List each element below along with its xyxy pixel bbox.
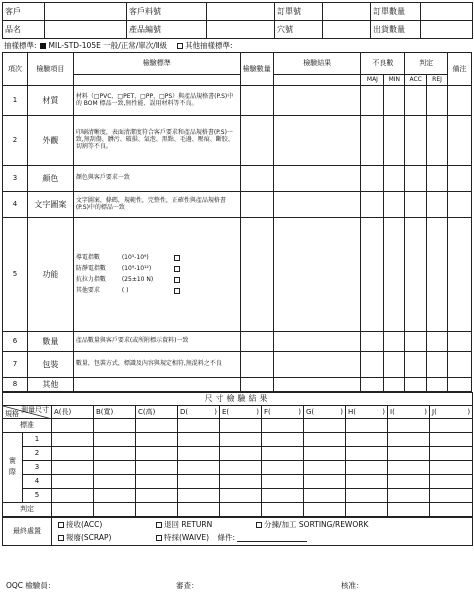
sorting-label: 分揀/加工 SORTING/REWORK [264, 519, 369, 529]
order-no-field[interactable] [323, 3, 371, 21]
min-cell[interactable] [384, 352, 405, 378]
dim-cell[interactable] [262, 475, 304, 489]
row-item: 包裝 [28, 352, 74, 378]
row-std: 數量，包裝方式，標識及內容與規定相符,無混料之不良 [73, 352, 240, 378]
acc-cell[interactable] [405, 218, 427, 332]
dim-cell[interactable] [52, 475, 94, 489]
sample-no: 3 [23, 461, 52, 475]
row-item: 顏色 [28, 166, 74, 192]
rej-cell[interactable] [427, 218, 448, 332]
rej-cell[interactable] [427, 116, 448, 166]
function-value: ( ) [121, 286, 129, 294]
dim-cell[interactable] [304, 419, 346, 433]
col-inspect-result: 檢驗結果 [273, 53, 361, 75]
dim-cell[interactable] [430, 489, 473, 503]
dim-cell[interactable] [52, 489, 94, 503]
function-label: 其他要求 [75, 286, 100, 294]
dim-cell[interactable] [262, 433, 304, 447]
order-qty-field[interactable] [421, 3, 473, 21]
dim-cell[interactable] [52, 447, 94, 461]
row-item: 其他 [28, 378, 74, 392]
col-defect-qty: 不良數 [361, 53, 405, 75]
row-item: 外觀 [28, 116, 74, 166]
col-inspect-qty: 檢驗數量 [240, 53, 273, 86]
dim-cell[interactable] [220, 419, 262, 433]
min-cell[interactable] [384, 166, 405, 192]
remark-cell[interactable] [447, 352, 471, 378]
dim-cell[interactable] [346, 447, 388, 461]
maj-cell[interactable] [361, 218, 384, 332]
condition-field[interactable] [237, 534, 307, 542]
dim-cell[interactable] [388, 447, 430, 461]
function-label: 導電指數 [75, 253, 100, 261]
final-label: 最終處置 [3, 518, 52, 546]
dim-cell[interactable] [430, 419, 473, 433]
dim-cell[interactable] [52, 461, 94, 475]
row-item: 功能 [28, 218, 74, 332]
maj-cell[interactable] [361, 86, 384, 116]
table-row [3, 86, 472, 116]
row-std: 顏色與客戶要求一致 [73, 166, 240, 192]
cavity-no-field[interactable] [323, 21, 371, 39]
maj-cell[interactable] [361, 332, 384, 352]
dim-col-e: E( ) [220, 406, 262, 419]
remark-cell[interactable] [447, 192, 471, 218]
inspector-label: OQC 檢驗員： [6, 581, 56, 590]
function-line [76, 275, 238, 286]
condition-label: 條件: [217, 532, 235, 542]
standard-label: 標准 [3, 419, 52, 433]
dim-cell[interactable] [388, 489, 430, 503]
dim-cell[interactable] [94, 433, 136, 447]
ship-qty-label: 出貨數量 [371, 21, 421, 39]
result-cell[interactable] [273, 378, 361, 392]
maj-cell[interactable] [361, 352, 384, 378]
dim-cell[interactable] [304, 475, 346, 489]
header-table [2, 2, 473, 39]
dim-cell[interactable] [346, 489, 388, 503]
dim-cell[interactable] [178, 503, 220, 517]
col-rej: REJ [427, 75, 448, 86]
min-cell[interactable] [384, 218, 405, 332]
min-cell[interactable] [384, 116, 405, 166]
order-no-label: 訂單號 [275, 3, 323, 21]
qty-cell[interactable] [240, 166, 273, 192]
dim-cell[interactable] [94, 503, 136, 517]
dim-cell[interactable] [430, 461, 473, 475]
function-label: 防靜電指數 [75, 264, 106, 272]
dim-cell[interactable] [220, 503, 262, 517]
function-std [73, 218, 240, 332]
dim-cell[interactable] [178, 475, 220, 489]
function-checkbox[interactable] [174, 255, 180, 261]
return-label: 退回 RETURN [164, 519, 213, 529]
accept-checkbox[interactable] [58, 522, 64, 528]
rej-cell[interactable] [427, 352, 448, 378]
dim-col-h: H( ) [346, 406, 388, 419]
customer-part-no-field[interactable] [207, 3, 275, 21]
dim-cell[interactable] [94, 489, 136, 503]
row-std: 材料（□PVC、□PET、□PP、□PS）與產品規格書(P.S)中的 BOM 標品一致,無性能、誤用材料等不良。 [73, 86, 240, 116]
row-std [73, 378, 240, 392]
dim-cell[interactable] [178, 489, 220, 503]
qty-cell[interactable] [240, 378, 273, 392]
dim-cell[interactable] [346, 419, 388, 433]
dimension-title: 尺寸檢驗結果 [3, 393, 473, 406]
sorting-checkbox[interactable] [256, 522, 262, 528]
result-cell[interactable] [273, 116, 361, 166]
rej-cell[interactable] [427, 192, 448, 218]
dim-cell[interactable] [52, 433, 94, 447]
maj-cell[interactable] [361, 378, 384, 392]
product-no-label: 產品編號 [127, 21, 207, 39]
col-maj: MAJ [361, 75, 384, 86]
table-row [3, 116, 472, 166]
qty-cell[interactable] [240, 352, 273, 378]
dim-cell[interactable] [304, 503, 346, 517]
dim-cell[interactable] [346, 503, 388, 517]
min-cell[interactable] [384, 378, 405, 392]
dim-cell[interactable] [178, 433, 220, 447]
rej-cell[interactable] [427, 166, 448, 192]
reviewer-label: 審查： [176, 581, 199, 590]
col-inspect-item: 檢驗項目 [28, 53, 74, 86]
function-value: (25±10 N) [121, 275, 154, 283]
table-row [3, 218, 472, 332]
col-inspect-std: 檢驗標準 [73, 53, 240, 75]
dim-cell[interactable] [136, 503, 178, 517]
other-sampling-checkbox[interactable] [177, 43, 183, 49]
qty-cell[interactable] [240, 86, 273, 116]
dim-cell[interactable] [388, 419, 430, 433]
other-sampling-label: 其他抽樣標準: [185, 41, 233, 50]
approver-label: 核准： [341, 581, 364, 590]
dim-cell[interactable] [304, 461, 346, 475]
col-remark: 備注 [447, 53, 471, 86]
row-no: 7 [3, 352, 28, 378]
dim-cell[interactable] [136, 489, 178, 503]
function-checkbox[interactable] [174, 266, 180, 272]
dimension-corner [3, 406, 52, 419]
dim-cell[interactable] [262, 503, 304, 517]
result-cell[interactable] [273, 218, 361, 332]
dim-col-f: F( ) [262, 406, 304, 419]
rej-cell[interactable] [427, 378, 448, 392]
row-item: 文字圖案 [28, 192, 74, 218]
table-row [3, 332, 472, 352]
dim-cell[interactable] [430, 475, 473, 489]
accept-label: 接收(ACC) [66, 519, 103, 529]
min-cell[interactable] [384, 192, 405, 218]
dim-col-g: G( ) [304, 406, 346, 419]
dim-cell[interactable] [178, 447, 220, 461]
dim-col-c: C(高) [136, 406, 178, 419]
waive-label: 特採(WAIVE) [164, 532, 210, 542]
acc-cell[interactable] [405, 352, 427, 378]
dim-cell[interactable] [304, 433, 346, 447]
dim-cell[interactable] [220, 475, 262, 489]
dim-cell[interactable] [178, 461, 220, 475]
dim-cell[interactable] [178, 419, 220, 433]
dim-cell[interactable] [388, 433, 430, 447]
sampling-standard: MIL-STD-105E 一般/正常/單次/Ⅱ級 [48, 41, 168, 50]
ship-qty-field[interactable] [421, 21, 473, 39]
dim-cell[interactable] [304, 447, 346, 461]
dim-cell[interactable] [346, 475, 388, 489]
dim-cell[interactable] [94, 475, 136, 489]
qty-cell[interactable] [240, 116, 273, 166]
sampling-line [2, 39, 472, 52]
dim-cell[interactable] [94, 447, 136, 461]
final-disposition-table [2, 517, 473, 546]
table-row [3, 378, 472, 392]
function-line [76, 253, 238, 264]
acc-cell[interactable] [405, 116, 427, 166]
row-std: 文字圖案，條碼，規範性，完整性，正確性與產品規格書(P.S)中的標品一致 [73, 192, 240, 218]
qty-cell[interactable] [240, 218, 273, 332]
customer-field[interactable] [45, 3, 127, 21]
corner-top-label: 測量尺寸 [21, 406, 49, 414]
remark-cell[interactable] [447, 86, 471, 116]
result-cell[interactable] [273, 352, 361, 378]
dim-cell[interactable] [220, 433, 262, 447]
remark-cell[interactable] [447, 166, 471, 192]
row-no: 8 [3, 378, 28, 392]
product-no-field[interactable] [207, 21, 275, 39]
dim-cell[interactable] [346, 461, 388, 475]
product-name-label: 品名 [3, 21, 45, 39]
row-no: 1 [3, 86, 28, 116]
dim-cell[interactable] [220, 461, 262, 475]
dim-cell[interactable] [262, 461, 304, 475]
dim-col-i: I( ) [388, 406, 430, 419]
min-cell[interactable] [384, 332, 405, 352]
function-value: (10⁵-10⁹) [121, 253, 149, 261]
order-qty-label: 訂單數量 [371, 3, 421, 21]
row-no: 3 [3, 166, 28, 192]
function-line [76, 264, 238, 275]
qty-cell[interactable] [240, 192, 273, 218]
min-cell[interactable] [384, 86, 405, 116]
rej-cell[interactable] [427, 332, 448, 352]
function-label: 抗拉力指數 [75, 275, 106, 283]
col-judge: 判定 [405, 53, 448, 75]
qty-cell[interactable] [240, 332, 273, 352]
dim-cell[interactable] [388, 475, 430, 489]
sampling-label: 抽樣標準: [4, 41, 37, 50]
dim-cell[interactable] [136, 475, 178, 489]
customer-part-no-label: 客戶料號 [127, 3, 207, 21]
dim-cell[interactable] [220, 447, 262, 461]
dim-col-d: D( ) [178, 406, 220, 419]
row-no: 4 [3, 192, 28, 218]
scrap-checkbox[interactable] [58, 535, 64, 541]
dim-cell[interactable] [388, 503, 430, 517]
dim-cell[interactable] [430, 433, 473, 447]
dim-cell[interactable] [346, 433, 388, 447]
function-line [76, 286, 238, 297]
dim-cell[interactable] [220, 489, 262, 503]
dim-cell[interactable] [262, 419, 304, 433]
col-item-no: 項次 [3, 53, 28, 86]
dim-col-b: B(寬) [94, 406, 136, 419]
remark-cell[interactable] [447, 116, 471, 166]
return-checkbox[interactable] [156, 522, 162, 528]
scrap-label: 報廢(SCRAP) [66, 532, 112, 542]
remark-cell[interactable] [447, 218, 471, 332]
dim-cell[interactable] [94, 419, 136, 433]
function-value: (10⁹-10¹²) [121, 264, 152, 272]
inspection-table [2, 52, 472, 392]
actual-label: 實際 [3, 433, 23, 503]
result-cell[interactable] [273, 166, 361, 192]
table-row [3, 352, 472, 378]
dim-cell[interactable] [136, 461, 178, 475]
row-std: 產品數量與客戶要求(或所附標示資料)一致 [73, 332, 240, 352]
maj-cell[interactable] [361, 192, 384, 218]
result-cell[interactable] [273, 192, 361, 218]
table-row [3, 192, 472, 218]
waive-checkbox[interactable] [156, 535, 162, 541]
cavity-no-label: 穴號 [275, 21, 323, 39]
judgement-label: 判定 [3, 503, 52, 517]
remark-cell[interactable] [447, 332, 471, 352]
dim-cell[interactable] [388, 461, 430, 475]
product-name-field[interactable] [45, 21, 127, 39]
acc-cell[interactable] [405, 192, 427, 218]
dim-cell[interactable] [52, 419, 94, 433]
sample-no: 2 [23, 447, 52, 461]
row-std: 印刷清晰度，表面清潔度符合客戶要求和產品規格書(P.S)一致,無刮傷、髒污、破損、氣泡、黑點、毛邊、壓痕、斷胶、切割等不良。 [73, 116, 240, 166]
dim-cell[interactable] [136, 419, 178, 433]
corner-bottom-label: 規格 [5, 409, 19, 418]
dim-col-a: A(長) [52, 406, 94, 419]
acc-cell[interactable] [405, 166, 427, 192]
function-checkbox[interactable] [174, 288, 180, 294]
dim-cell[interactable] [136, 447, 178, 461]
acc-cell[interactable] [405, 86, 427, 116]
dim-cell[interactable] [94, 461, 136, 475]
rej-cell[interactable] [427, 86, 448, 116]
col-acc: ACC [405, 75, 427, 86]
sample-no: 5 [23, 489, 52, 503]
table-row [3, 166, 472, 192]
remark-cell[interactable] [447, 378, 471, 392]
result-cell[interactable] [273, 86, 361, 116]
row-no: 2 [3, 116, 28, 166]
dim-cell[interactable] [262, 489, 304, 503]
function-checkbox[interactable] [174, 277, 180, 283]
acc-cell[interactable] [405, 378, 427, 392]
row-no: 6 [3, 332, 28, 352]
row-item: 材質 [28, 86, 74, 116]
dim-cell[interactable] [430, 447, 473, 461]
result-cell[interactable] [273, 332, 361, 352]
row-no: 5 [3, 218, 28, 332]
col-min: MIN [384, 75, 405, 86]
dim-col-j: J( ) [430, 406, 473, 419]
sampling-checkbox-checked[interactable] [40, 43, 46, 49]
dim-cell[interactable] [262, 447, 304, 461]
maj-cell[interactable] [361, 166, 384, 192]
row-item: 數量 [28, 332, 74, 352]
maj-cell[interactable] [361, 116, 384, 166]
sample-no: 1 [23, 433, 52, 447]
dim-cell[interactable] [430, 503, 473, 517]
customer-label: 客戶 [3, 3, 45, 21]
dim-cell[interactable] [304, 489, 346, 503]
dimension-table [2, 392, 473, 517]
signature-footer [2, 578, 472, 593]
sample-no: 4 [23, 475, 52, 489]
acc-cell[interactable] [405, 332, 427, 352]
dim-cell[interactable] [136, 433, 178, 447]
dim-cell[interactable] [52, 503, 94, 517]
